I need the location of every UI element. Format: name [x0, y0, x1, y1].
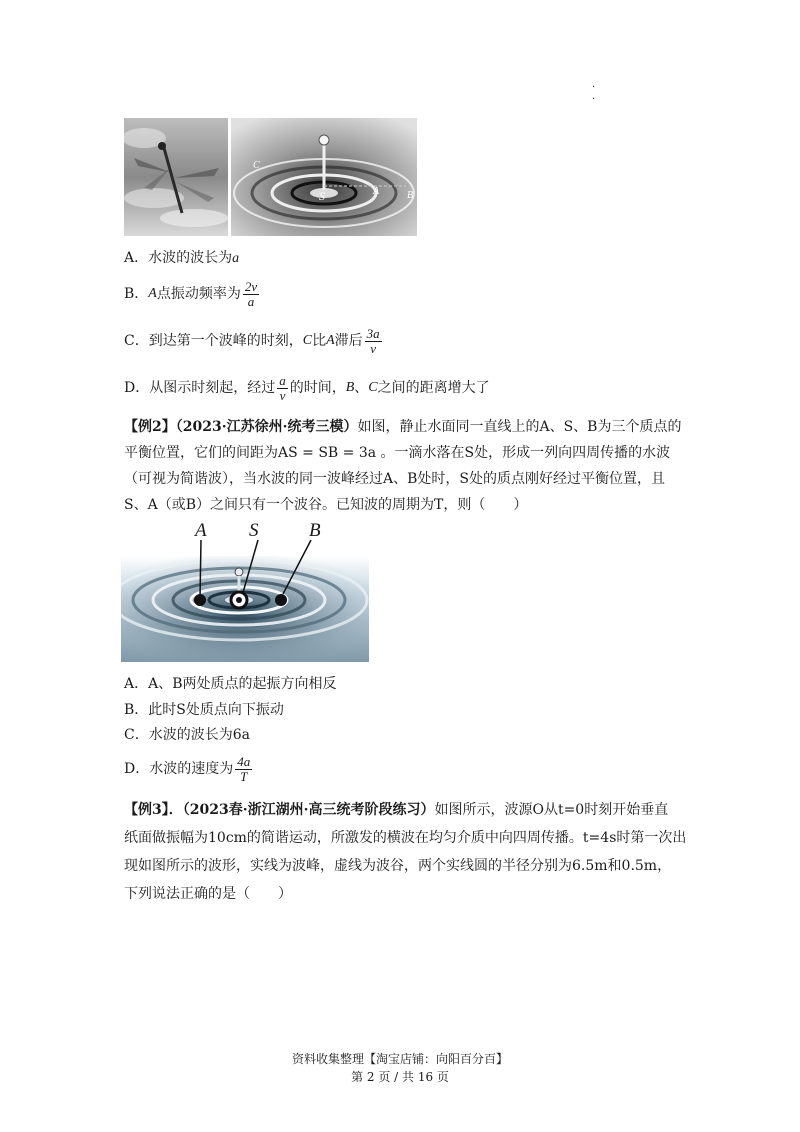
prev-option-c-post: 滞后 — [334, 333, 363, 349]
prev-option-d-var1: B — [345, 380, 355, 395]
example2-option-c: C．水波的波长为6a — [124, 727, 250, 743]
photo-label-c: C — [253, 160, 260, 171]
example3-stem — [124, 796, 694, 908]
example2-option-d-pre: D．水波的速度为 — [124, 761, 234, 777]
example2-option-d — [124, 751, 254, 787]
example2-option-b: B．此时S处质点向下振动 — [124, 702, 284, 718]
frac-den: v — [370, 340, 377, 356]
prev-option-b-pre: B． — [124, 286, 149, 302]
prev-option-d-var2: C — [368, 380, 378, 395]
prev-option-c-fraction — [365, 327, 382, 356]
frac-num: a — [279, 372, 286, 388]
example2-line4: S、A（或B）之间只有一个波谷。已知波的周期为T，则（ ） — [124, 497, 528, 513]
example3-line1-text: 如图所示，波源O从t=0时刻开始垂直 — [434, 802, 669, 818]
prev-option-d-post: 之间的距离增大了 — [377, 380, 490, 396]
photo-label-s: S — [319, 189, 325, 203]
example2-line2: 平衡位置，它们的间距为AS = SB = 3a 。一滴水落在S处，形成一列向四周传播的水波 — [124, 445, 671, 461]
frac-num: 4a — [237, 753, 251, 769]
prev-option-a-var: a — [232, 251, 240, 266]
prev-option-c — [124, 324, 384, 358]
example2-figure — [121, 522, 369, 662]
prev-option-a-text: A．水波的波长为 — [124, 250, 233, 266]
frac-den: T — [240, 768, 248, 784]
footer-source: 资料收集整理【淘宝店铺：向阳百分百】 — [291, 1052, 508, 1066]
example2-tag: 【例2】 — [124, 419, 176, 435]
prev-option-b-var: A — [148, 286, 157, 301]
example3-source: （2023春·浙江湖州·高三统考阶段练习） — [182, 802, 435, 818]
prev-option-d — [124, 371, 490, 405]
photo-label-a: A — [373, 186, 380, 197]
prev-option-b — [124, 277, 261, 311]
photo-label-b: B — [407, 190, 414, 201]
figure-label-a: A — [195, 520, 207, 541]
dragonfly-photo — [124, 118, 228, 236]
example2-line1-text: 如图，静止水面同一直线上的A、S、B为三个质点的 — [357, 419, 682, 435]
example2-stem — [124, 414, 684, 518]
figure-label-s: S — [249, 520, 259, 541]
prev-option-b-post: 点振动频率为 — [156, 286, 241, 302]
prev-option-c-mid: 比 — [312, 333, 327, 349]
frac-num: 2v — [244, 278, 258, 294]
prev-option-b-fraction — [243, 280, 259, 309]
example2-line1 — [124, 414, 684, 440]
prev-option-d-pre: D．从图示时刻起，经过 — [124, 380, 276, 396]
example3-line1 — [124, 796, 694, 824]
example3-line4: 下列说法正确的是（ ） — [124, 886, 292, 902]
prev-option-c-var1: C — [302, 333, 313, 348]
example3-line2: 纸面做振幅为10cm的简谐运动，所激发的横波在均匀介质中向四周传播。t=4s时第一次出 — [124, 830, 687, 846]
prev-option-c-var2: A — [326, 333, 335, 348]
example2-option-d-fraction — [235, 755, 252, 784]
frac-den: a — [247, 293, 255, 309]
prev-option-a — [124, 247, 239, 270]
frac-den: v — [279, 387, 286, 403]
ripple-photo — [231, 118, 417, 236]
example3-line3: 现如图所示的波形，实线为波峰，虚线为波谷，两个实线圆的半径分别为6.5m和0.5m， — [124, 858, 672, 874]
example2-source: （2023·江苏徐州·统考三模） — [175, 419, 358, 435]
prev-option-d-sep: 、 — [354, 380, 369, 396]
prev-option-d-fraction — [277, 374, 288, 403]
footer-page-number: 第 2 页 / 共 16 页 — [351, 1070, 449, 1084]
example3-dot: ． — [168, 802, 183, 818]
frac-num: 3a — [366, 325, 380, 341]
example2-option-a: A．A、B两处质点的起振方向相反 — [124, 676, 337, 692]
example3-tag: 【例3】 — [124, 802, 169, 818]
figure-label-b: B — [309, 520, 321, 541]
header-dots: · · — [592, 82, 596, 105]
prev-option-c-pre: C．到达第一个波峰的时刻， — [124, 333, 303, 349]
prev-option-d-mid: 的时间， — [289, 380, 346, 396]
example2-line3: （可视为简谐波），当水波的同一波峰经过A、B处时，S处的质点刚好经过平衡位置，且 — [124, 471, 665, 487]
